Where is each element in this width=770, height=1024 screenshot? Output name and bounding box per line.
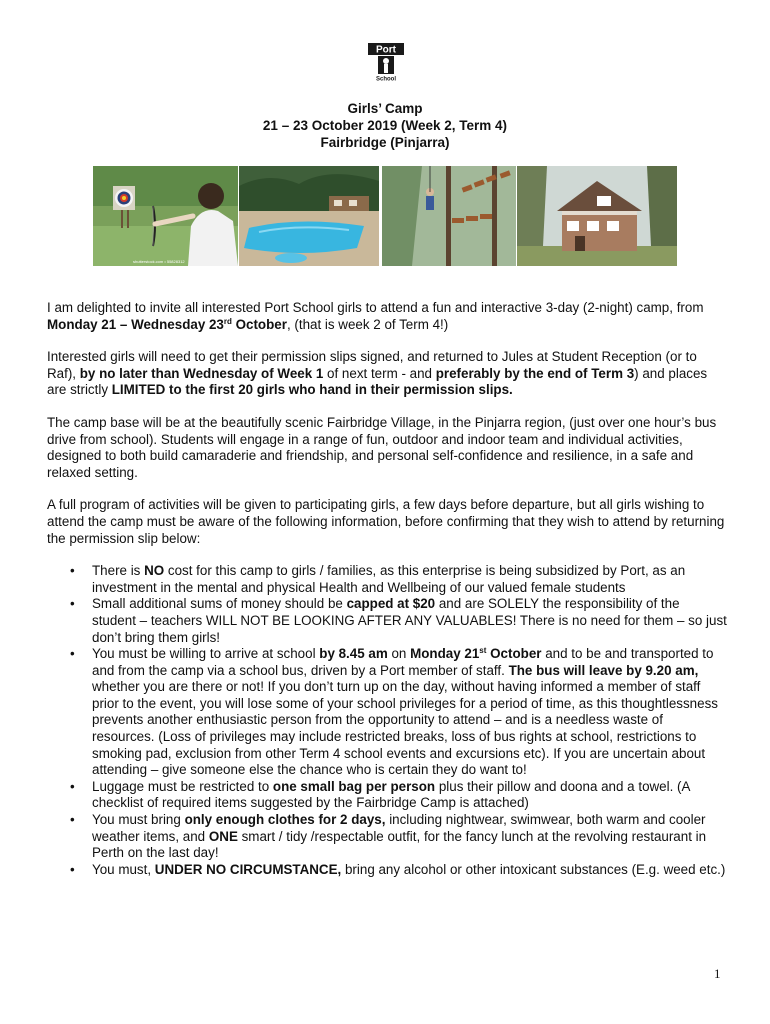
list-item: • Small additional sums of money should be capped at $20 and are SOLELY the responsibility of the student – teachers WILL NOT BE LOOKING AFTER ANY VALUABLES! There is no need for them – so just don’t bring them girls! (70, 596, 727, 645)
port-school-logo (366, 42, 406, 82)
bullet-icon: • (70, 596, 75, 612)
bullet-icon: • (70, 563, 75, 579)
svg-text:Port: Port (376, 44, 396, 56)
list-item: • You must, UNDER NO CIRCUMSTANCE, bring any alcohol or other intoxicant substances (E.g. weed etc.) (70, 861, 726, 877)
document-title (0, 100, 770, 151)
title-line-3: Fairbridge (Pinjarra) (320, 135, 450, 150)
archery-photo (93, 166, 238, 266)
ropes-course-photo (382, 166, 516, 266)
list-item: • You must be willing to arrive at school by 8.45 am on Monday 21st October and to be and transported to and from the camp via a school bus, driven by a Port member of staff. The bus will leave by 9.20 am, whether you are there or not! If you don’t turn up on the day, without having informed a member of staff prior to the event, you will lose some of your school privileges for a period of time, as this thoughtlessness prevents another enthusiastic person from the opportunity to attend – and is a needless waste of resources. (Loss of privileges may include restricted breaks, loss of bus rights at school, restrictions to smoking pad, exclusion from other Term 4 school events and excursions etc). If you are uncertain about attending – give someone else the chance who is certain they do want to! (70, 646, 718, 778)
bullet-icon: • (70, 778, 75, 794)
house-photo (517, 166, 677, 266)
permission-paragraph: Interested girls will need to get their permission slips signed, and returned to Jules at Student Reception (or to Raf), by no later than Wednesday of Week 1 of next term - and preferably by the end of Term 3) and places are strictly LIMITED to the first 20 girls who hand in their permission slips. (47, 349, 708, 398)
list-item: • Luggage must be restricted to one small bag per person plus their pillow and doona and a towel. (A checklist of required items suggested by the Fairbridge Camp is attached) (70, 778, 690, 811)
list-item: • There is NO cost for this camp to girls / families, as this enterprise is being subsidized by Port, as an investment in the mental and physical Health and Wellbeing of our valued female students (70, 563, 686, 595)
title-line-1: Girls’ Camp (347, 101, 423, 116)
page-number: 1 (714, 966, 721, 981)
pool-photo (239, 166, 379, 266)
svg-text:School: School (375, 76, 397, 82)
intro-paragraph: I am delighted to invite all interested Port School girls to attend a fun and interactive 3-day (2-night) camp, from Monday 21 – Wednesday 23rd October, (that is week 2 of Term 4!) (47, 300, 704, 332)
information-list (47, 563, 727, 878)
bullet-icon: • (70, 812, 75, 828)
title-line-2: 21 – 23 October 2019 (Week 2, Term 4) (262, 118, 508, 133)
document-body (47, 300, 727, 878)
bullet-icon: • (70, 861, 75, 877)
program-paragraph: A full program of activities will be given to participating girls, a few days before departure, but all girls wishing to attend the camp must be aware of the following information, before confirming that they wish to attend by returning the permission slip below: (47, 497, 725, 546)
list-item: • You must bring only enough clothes for 2 days, including nightwear, swimwear, both warm and cooler weather items, and ONE smart / tidy /respectable outfit, for the fancy lunch at the revolving restaurant in Perth on the last day! (70, 812, 707, 861)
camp-base-paragraph: The camp base will be at the beautifully scenic Fairbridge Village, in the Pinjarra region, (just over one hour’s bus drive from school). Students will engage in a range of fun, outdoor and indoor team and individual activities, designed to both build camaraderie and friendship, and personal self-confidence and resilience, in a safe and relaxed setting. (47, 414, 717, 480)
bullet-icon: • (70, 646, 75, 662)
photo-watermark: shutterstock.com • 55828312 (133, 259, 185, 264)
